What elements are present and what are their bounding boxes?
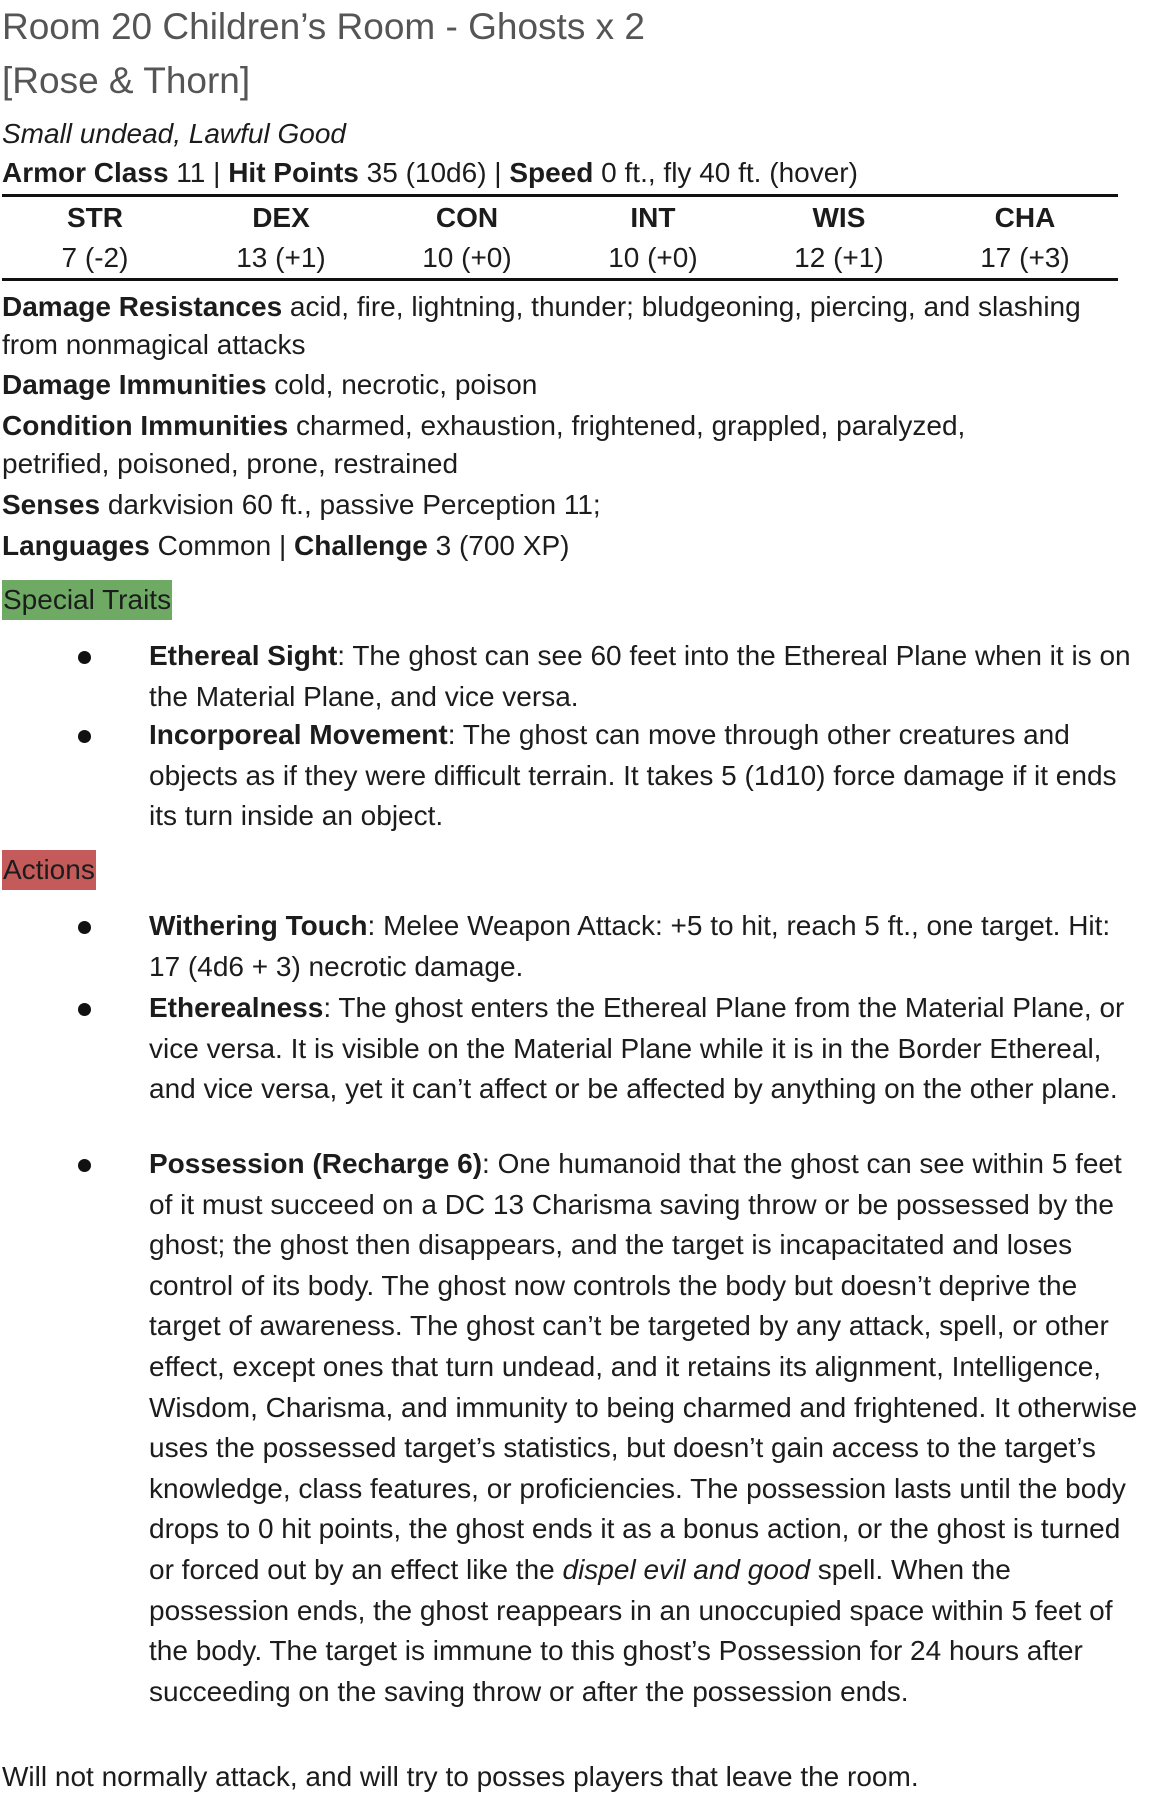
action-description: : The ghost enters the Ethereal Plane from the Material Plane, or vice versa. It is visible on the Material Plane while it is in the Border Ethereal, and vice versa, yet it can’t affect or be affected by anything on the other plane. [149,992,1125,1105]
bullet-icon [78,921,91,934]
languages-challenge-line [2,526,569,566]
spell-name: dispel evil and good [562,1553,811,1585]
challenge-label: Challenge [294,530,428,561]
ability-scores-table [2,198,1118,278]
hit-points-value: 35 (10d6) | [358,157,510,188]
damage-resistances-label: Damage Resistances [2,291,283,322]
core-stats-line [2,153,858,193]
senses-value: darkvision 60 ft., passive Perception 11; [100,489,601,520]
damage-immunities-label: Damage Immunities [2,369,267,400]
creature-type-line: Small undead, Lawful Good [2,118,346,149]
ability-header: WIS [812,202,866,233]
challenge-value: 3 (700 XP) [427,530,570,561]
action-description-end: spell. When the possession ends, the ghost reappears in an unoccupied space within 5 feet of the body. The target is immune to this ghost’s Possession for 24 hours after succeeding on the saving throw or after the possession ends. [149,1553,1113,1707]
speed-value: 0 ft., fly 40 ft. (hover) [593,157,858,188]
action-text [149,906,1149,987]
special-traits-heading: Special Traits [2,580,172,620]
speed-label: Speed [509,157,594,188]
action-description: : Melee Weapon Attack: +5 to hit, reach 5 ft., one target. Hit: 17 (4d6 + 3) necrotic damage. [149,910,1111,982]
bullet-icon [78,651,91,664]
page-title [2,0,645,108]
armor-class-value: 11 | [168,157,229,188]
bullet-icon [78,1003,91,1016]
action-text [149,988,1149,1110]
trait-name: Ethereal Sight [149,640,338,671]
ability-value: 10 (+0) [608,242,698,273]
top-divider [2,194,1118,197]
ability-header-row [2,198,1118,238]
footer-note: Will not normally attack, and will try to posses players that leave the room. [2,1761,919,1792]
trait-text [149,715,1149,837]
ability-value: 10 (+0) [422,242,512,273]
languages-value: Common | [149,530,295,561]
action-name: Possession (Recharge 6) [149,1148,483,1179]
damage-resistances-line-1 [2,287,1081,327]
trait-text [149,636,1149,717]
hit-points-label: Hit Points [228,157,359,188]
damage-immunities-line [2,365,537,405]
condition-immunities-value: charmed, exhaustion, frightened, grappled, paralyzed, [288,410,966,441]
ability-header: CON [435,202,499,233]
languages-label: Languages [2,530,150,561]
condition-immunities-line-2: petrified, poisoned, prone, restrained [2,448,459,479]
title-line-2: [Rose & Thorn] [2,60,251,101]
senses-line [2,485,601,525]
action-name: Withering Touch [149,910,368,941]
action-description: : One humanoid that the ghost can see within 5 feet of it must succeed on a DC 13 Charisma saving throw or be possessed by the ghost; the ghost then disappears, and the target is incapacitated and loses control of its body. The ghost now controls the body but doesn’t deprive the target of awareness. The ghost can’t be targeted by any attack, spell, or other effect, except ones that turn undead, and it retains its alignment, Intelligence, Wisdom, Charisma, and immunity to being charmed and frightened. It otherwise uses the possessed target’s statistics, but doesn’t gain access to the target’s knowledge, class features, or proficiencies. The possession lasts until the body drops to 0 hit points, the ghost ends it as a bonus action, or the ghost is turned or forced out by an effect like the [149,1148,1138,1585]
title-line-1: Room 20 Children’s Room - Ghosts x 2 [2,6,645,47]
damage-resistances-line-2: from nonmagical attacks [2,329,306,360]
senses-label: Senses [2,489,101,520]
ability-value-row [2,238,1118,278]
actions-heading: Actions [2,850,96,890]
damage-resistances-value: acid, fire, lightning, thunder; bludgeoning, piercing, and slashing [282,291,1081,322]
ability-value: 13 (+1) [236,242,326,273]
ability-value: 17 (+3) [980,242,1070,273]
condition-immunities-label: Condition Immunities [2,410,289,441]
trait-name: Incorporeal Movement [149,719,448,750]
ability-header: STR [66,202,123,233]
bullet-icon [78,730,91,743]
bottom-divider [2,278,1118,281]
action-name: Etherealness [149,992,324,1023]
bullet-icon [78,1159,91,1172]
trait-description: : The ghost can move through other creatures and objects as if they were difficult terrain. It takes 5 (1d10) force damage if it ends its turn inside an object. [149,719,1117,832]
condition-immunities-line-1 [2,406,965,446]
action-text [149,1144,1149,1712]
ability-value: 12 (+1) [794,242,884,273]
ability-header: INT [630,202,676,233]
trait-description: : The ghost can see 60 feet into the Ethereal Plane when it is on the Material Plane, and vice versa. [149,640,1131,712]
damage-immunities-value: cold, necrotic, poison [266,369,538,400]
ability-value: 7 (-2) [61,242,129,273]
armor-class-label: Armor Class [2,157,169,188]
ability-header: CHA [994,202,1056,233]
ability-header: DEX [252,202,310,233]
